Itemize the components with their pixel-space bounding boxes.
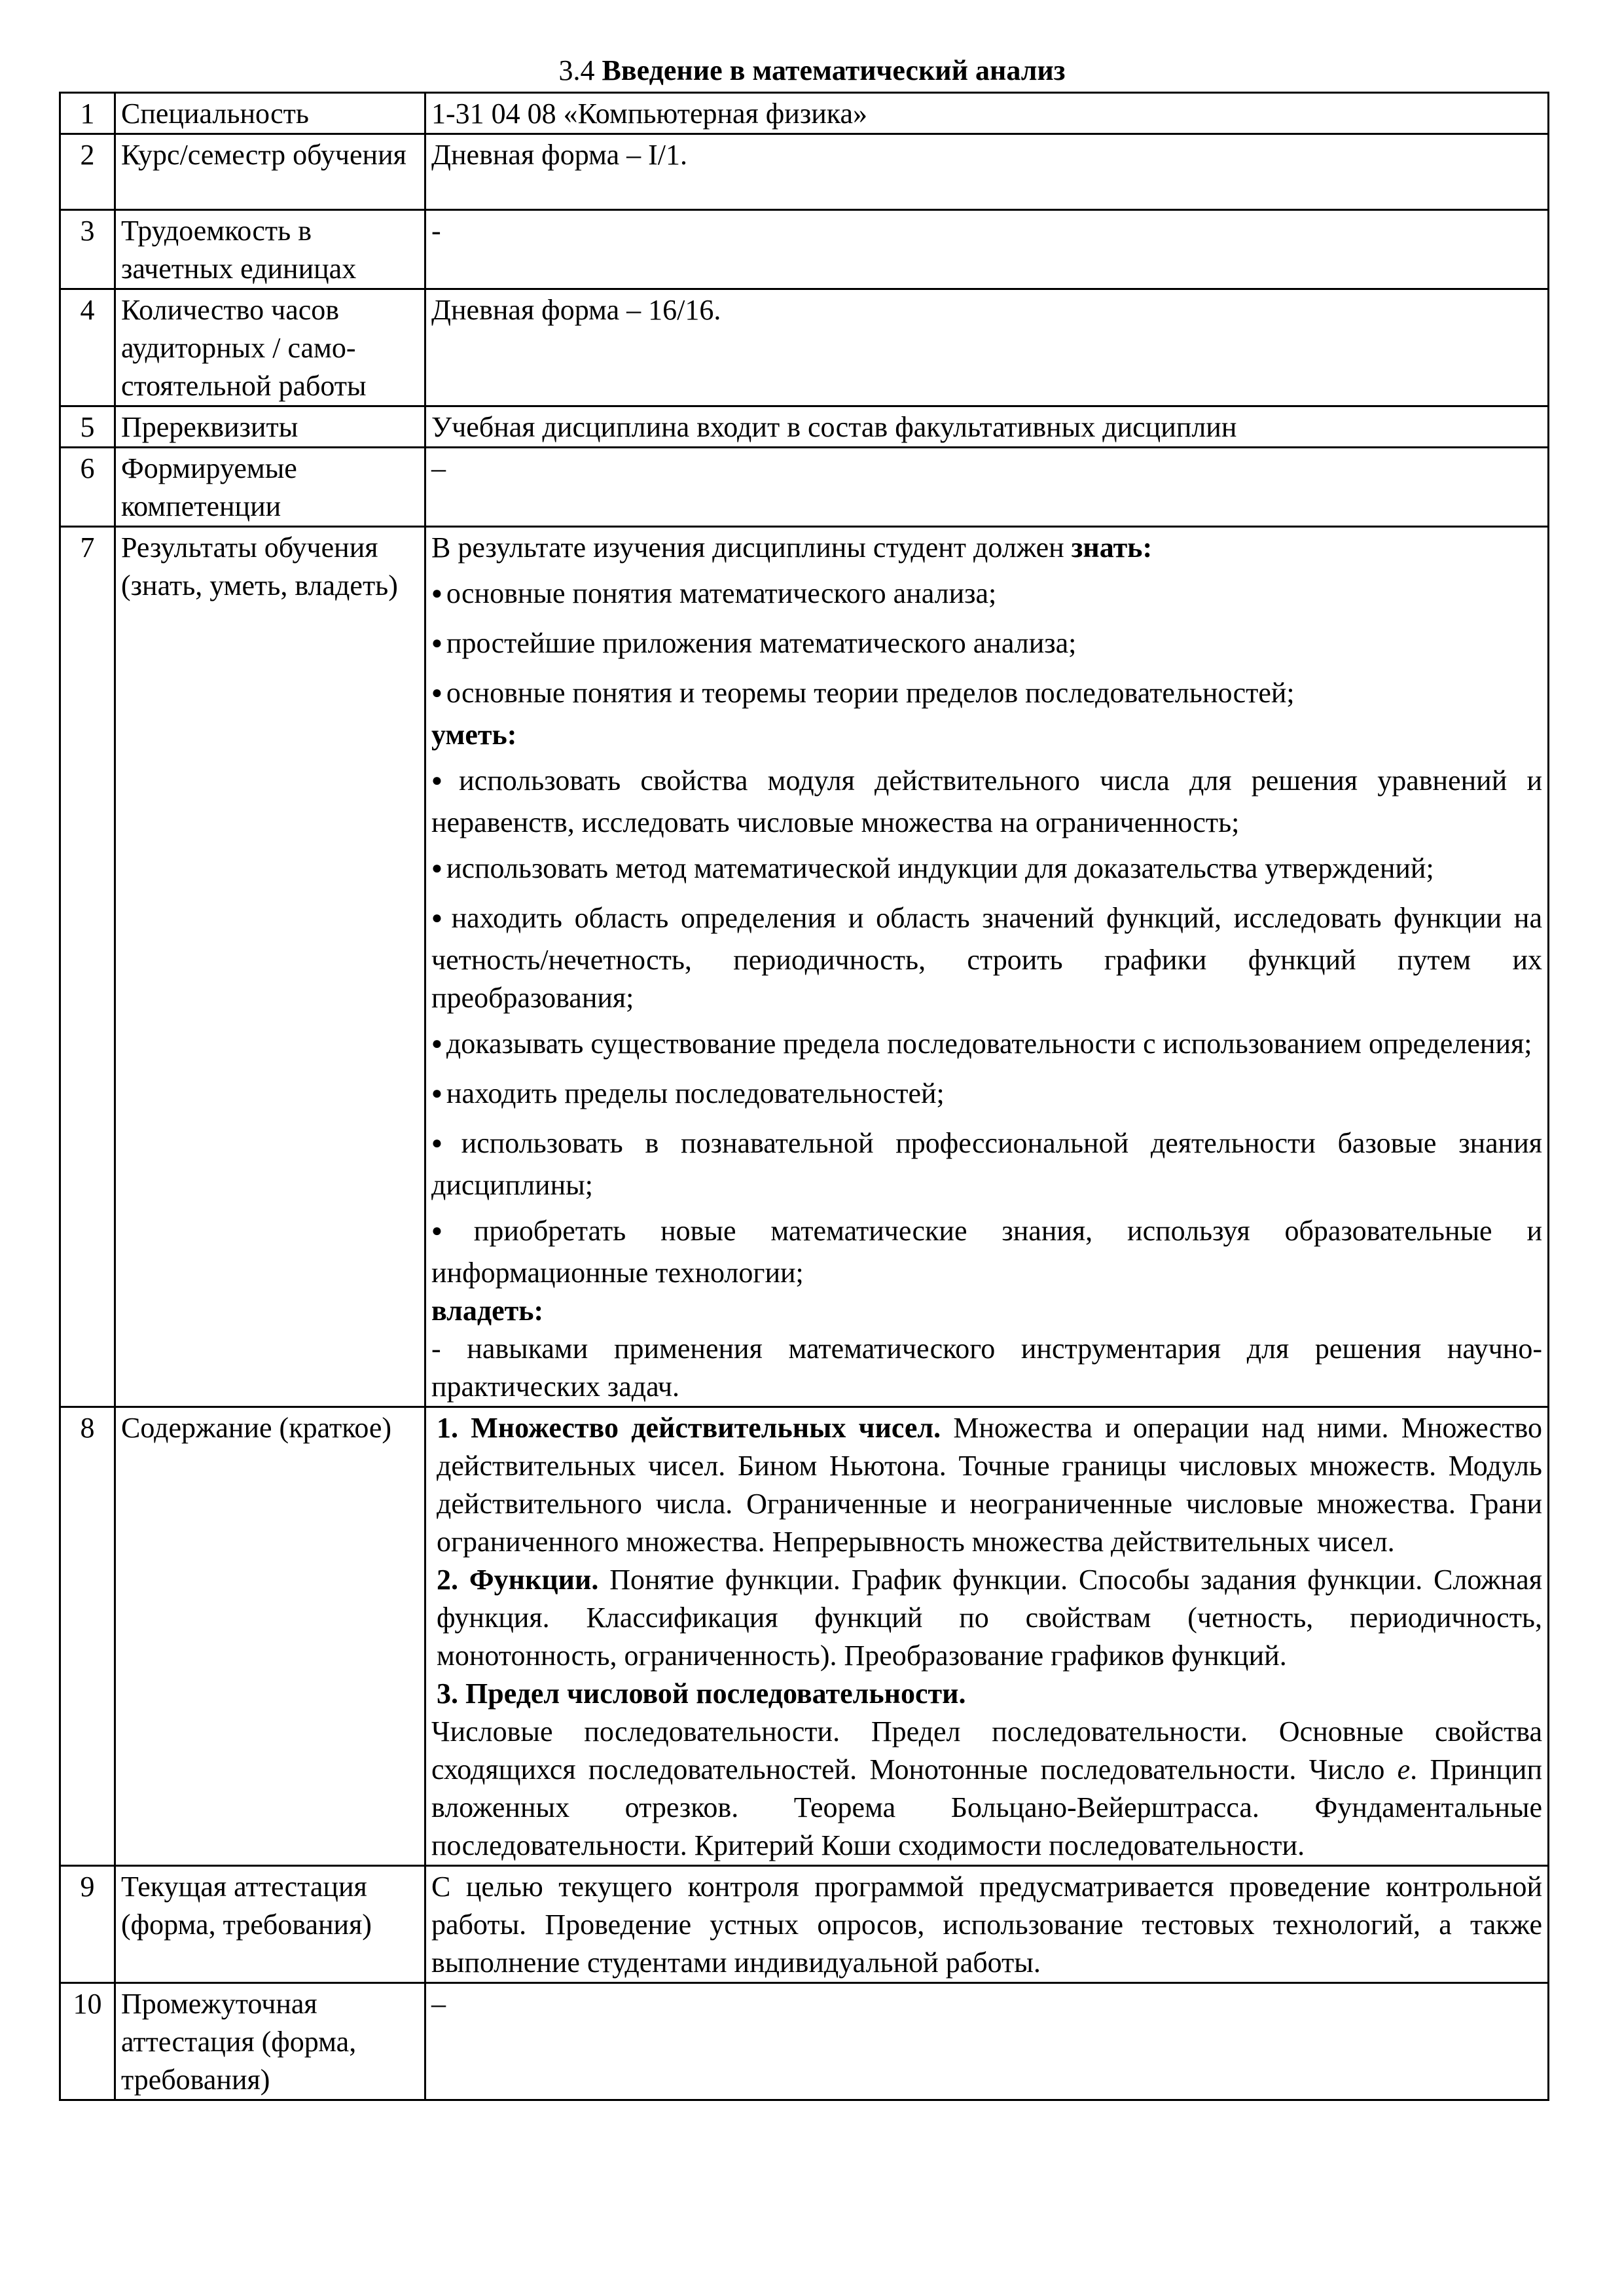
title-text: Введение в математический анализ bbox=[602, 54, 1066, 86]
table-row bbox=[60, 210, 1549, 289]
table-row bbox=[60, 289, 1549, 406]
can-label: уметь: bbox=[431, 719, 517, 751]
section-text: Множества и операции над ними. Множество действительных чисел. Бином Ньютона. Точные границы числовых множеств. Модуль действительного числа. Ограниченные и неограниченные числовые множества. Грани ограниченного множества. Непрерывность множества действительных чисел. bbox=[437, 1412, 1543, 1558]
list-item: ● основные понятия и теоремы теории пределов последовательностей; bbox=[431, 674, 1542, 716]
table-row bbox=[60, 527, 1549, 1407]
row-value: – bbox=[425, 1983, 1549, 2100]
euler-number: e bbox=[1397, 1753, 1411, 1785]
list-item: ● использовать в познавательной профессиональной деятельности базовые знания дисциплины; bbox=[431, 1124, 1542, 1204]
course-content bbox=[425, 1407, 1549, 1866]
content-section bbox=[431, 1409, 1542, 1561]
table-row bbox=[60, 93, 1549, 134]
content-section bbox=[431, 1561, 1542, 1675]
course-table bbox=[59, 92, 1549, 2101]
row-label: Специальность bbox=[115, 93, 425, 134]
own-item: - навыками применения математического инструментария для решения научно-практических задач. bbox=[431, 1333, 1542, 1403]
row-label: Результаты обучения (знать, уметь, владеть) bbox=[115, 527, 425, 1407]
row-number: 9 bbox=[60, 1866, 115, 1983]
row-number: 1 bbox=[60, 93, 115, 134]
list-item: ● находить область определения и область значений функций, исследовать функции на четность/нечетность, периодичность, строить графики функций путем их преобразования; bbox=[431, 899, 1542, 1017]
row-label: Трудоемкость в зачетных единицах bbox=[115, 210, 425, 289]
table-row bbox=[60, 448, 1549, 527]
table-row bbox=[60, 134, 1549, 210]
row-value: 1-31 04 08 «Компьютерная физика» bbox=[425, 93, 1549, 134]
learning-outcomes bbox=[425, 527, 1549, 1407]
row-number: 2 bbox=[60, 134, 115, 210]
row-label: Текущая аттестация (форма, требования) bbox=[115, 1866, 425, 1983]
row-label: Курс/семестр обучения bbox=[115, 134, 425, 210]
section-heading: 1. Множество действительных чисел. bbox=[437, 1412, 941, 1444]
page-title bbox=[0, 54, 1624, 88]
row-number: 6 bbox=[60, 448, 115, 527]
list-item: ● использовать метод математической индукции для доказательства утверждений; bbox=[431, 850, 1542, 891]
outcomes-intro bbox=[431, 529, 1542, 567]
section-text: . Принцип вложенных отрезков. Теорема Больцано-Вейерштрасса. Фундаментальные последовательности. Критерий Коши сходимости последовательности. bbox=[431, 1753, 1542, 1861]
list-item: ● использовать свойства модуля действительного числа для решения уравнений и неравенств, исследовать числовые множества на ограниченность; bbox=[431, 762, 1542, 842]
table-row bbox=[60, 1866, 1549, 1983]
own-label: владеть: bbox=[431, 1295, 544, 1327]
section-text: Понятие функции. График функции. Способы задания функции. Сложная функция. Классификация функций по свойствам (четность, периодичность, монотонность, ограниченность). Преобразование графиков функций. bbox=[437, 1564, 1542, 1672]
table-row bbox=[60, 406, 1549, 448]
row-number: 7 bbox=[60, 527, 115, 1407]
row-value: Дневная форма – 16/16. bbox=[425, 289, 1549, 406]
row-label: Промежуточная аттестация (форма, требования) bbox=[115, 1983, 425, 2100]
section-heading: 3. Предел числовой последовательности. bbox=[437, 1677, 966, 1710]
list-item: ● приобретать новые математические знания, используя образовательные и информационные технологии; bbox=[431, 1212, 1542, 1292]
row-value: Учебная дисциплина входит в состав факультативных дисциплин bbox=[425, 406, 1549, 448]
row-value: – bbox=[425, 448, 1549, 527]
row-label: Количество часов аудиторных / само-стоятельной работы bbox=[115, 289, 425, 406]
row-label: Содержание (краткое) bbox=[115, 1407, 425, 1866]
row-number: 10 bbox=[60, 1983, 115, 2100]
row-value: С целью текущего контроля программой предусматривается проведение контрольной работы. Проведение устных опросов, использование тестовых технологий, а также выполнение студентами индивидуальной работы. bbox=[425, 1866, 1549, 1983]
list-item: ● простейшие приложения математического анализа; bbox=[431, 624, 1542, 666]
table-row bbox=[60, 1983, 1549, 2100]
section-heading: 2. Функции. bbox=[437, 1564, 599, 1596]
section-text: Числовые последовательности. Предел последовательности. Основные свойства сходящихся последовательностей. Монотонные последовательности. Число bbox=[431, 1715, 1542, 1785]
list-item: ● находить пределы последовательностей; bbox=[431, 1075, 1542, 1117]
row-label: Пререквизиты bbox=[115, 406, 425, 448]
list-item: ● основные понятия математического анализа; bbox=[431, 575, 1542, 617]
row-number: 8 bbox=[60, 1407, 115, 1866]
title-prefix: 3.4 bbox=[558, 54, 602, 86]
intro-text: В результате изучения дисциплины студент должен bbox=[431, 531, 1072, 564]
row-value: Дневная форма – I/1. bbox=[425, 134, 1549, 210]
row-number: 4 bbox=[60, 289, 115, 406]
table-row bbox=[60, 1407, 1549, 1866]
content-section bbox=[431, 1713, 1542, 1865]
row-label: Формируемые компетенции bbox=[115, 448, 425, 527]
row-number: 3 bbox=[60, 210, 115, 289]
row-number: 5 bbox=[60, 406, 115, 448]
know-label: знать: bbox=[1071, 531, 1153, 564]
row-value: - bbox=[425, 210, 1549, 289]
list-item: ● доказывать существование предела последовательности с использованием определения; bbox=[431, 1025, 1542, 1067]
